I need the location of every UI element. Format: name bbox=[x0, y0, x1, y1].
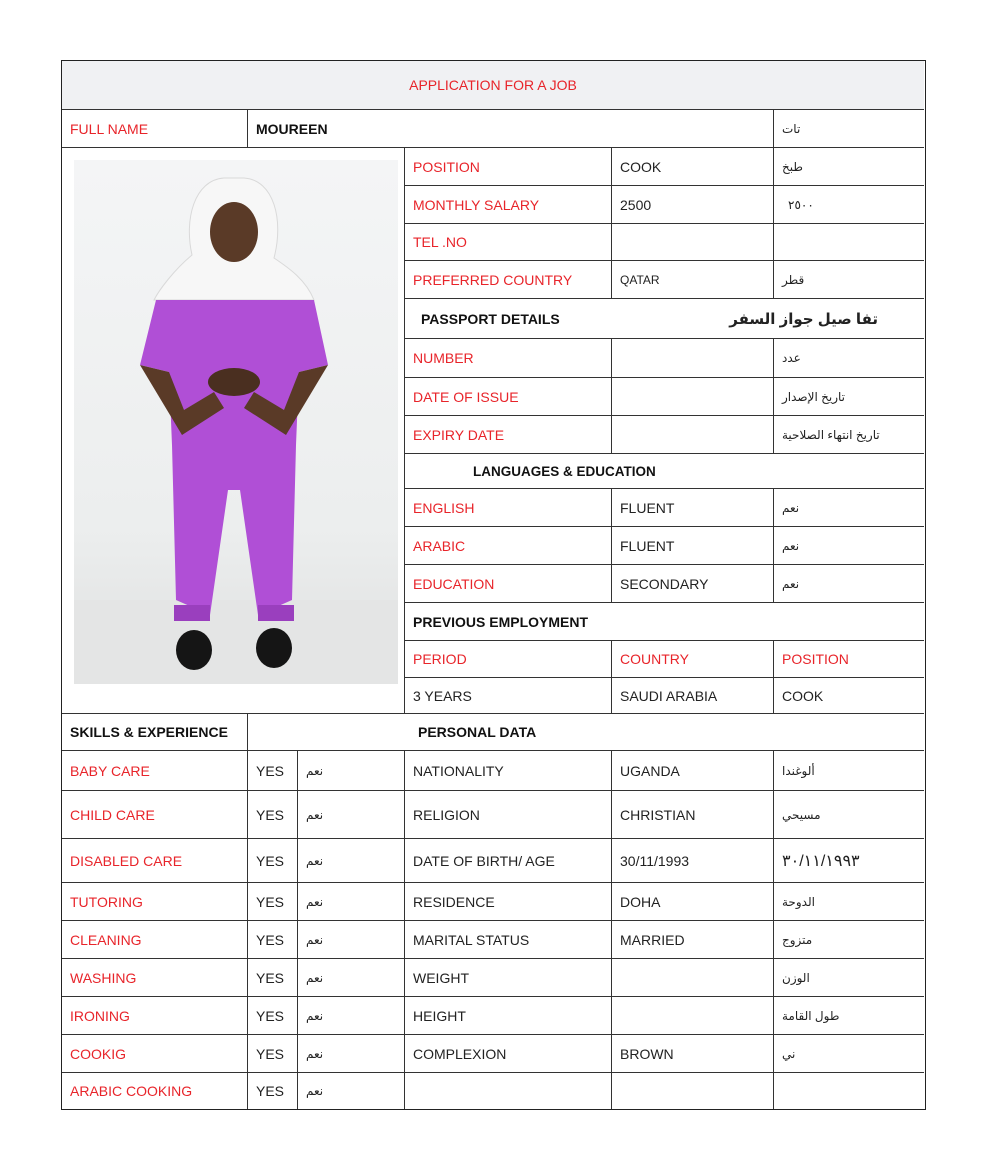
expiry-date-value bbox=[612, 416, 774, 454]
personal-value: DOHA bbox=[612, 883, 774, 921]
date-of-issue-label: DATE OF ISSUE bbox=[405, 378, 612, 416]
full-name-value: MOUREEN bbox=[248, 110, 774, 148]
skill-label: DISABLED CARE bbox=[62, 839, 248, 883]
employment-header-period: PERIOD bbox=[405, 641, 612, 678]
skill-value: YES bbox=[248, 839, 298, 883]
arabic-value: FLUENT bbox=[612, 527, 774, 565]
skill-arabic: نعم bbox=[298, 839, 405, 883]
skill-arabic: نعم bbox=[298, 751, 405, 791]
personal-label: COMPLEXION bbox=[405, 1035, 612, 1073]
languages-heading: LANGUAGES & EDUCATION bbox=[405, 454, 924, 489]
personal-arabic: طول القامة bbox=[774, 997, 924, 1035]
arabic-label: ARABIC bbox=[405, 527, 612, 565]
english-value: FLUENT bbox=[612, 489, 774, 527]
passport-number-value bbox=[612, 339, 774, 378]
skill-label: COOKIG bbox=[62, 1035, 248, 1073]
personal-arabic: ٣٠/١١/١٩٩٣ bbox=[774, 839, 924, 883]
personal-value bbox=[612, 959, 774, 997]
english-label: ENGLISH bbox=[405, 489, 612, 527]
skill-label: BABY CARE bbox=[62, 751, 248, 791]
personal-label: RELIGION bbox=[405, 791, 612, 839]
personal-arabic: متزوج bbox=[774, 921, 924, 959]
skill-value: YES bbox=[248, 751, 298, 791]
employment-position: COOK bbox=[774, 678, 924, 714]
personal-label: RESIDENCE bbox=[405, 883, 612, 921]
monthly-salary-arabic: ٢٥٠٠ bbox=[774, 186, 924, 224]
english-arabic: نعم bbox=[774, 489, 924, 527]
skill-arabic: نعم bbox=[298, 1073, 405, 1109]
education-arabic: نعم bbox=[774, 565, 924, 603]
full-name-arabic: تات bbox=[774, 110, 924, 148]
personal-label: NATIONALITY bbox=[405, 751, 612, 791]
tel-no-label: TEL .NO bbox=[405, 224, 612, 261]
date-of-issue-arabic: تاريخ الإصدار bbox=[774, 378, 924, 416]
personal-value bbox=[612, 997, 774, 1035]
personal-label: WEIGHT bbox=[405, 959, 612, 997]
skill-label: WASHING bbox=[62, 959, 248, 997]
personal-label: DATE OF BIRTH/ AGE bbox=[405, 839, 612, 883]
applicant-photo bbox=[74, 160, 398, 684]
skill-arabic: نعم bbox=[298, 883, 405, 921]
education-label: EDUCATION bbox=[405, 565, 612, 603]
personal-value: 30/11/1993 bbox=[612, 839, 774, 883]
skill-arabic: نعم bbox=[298, 791, 405, 839]
education-value: SECONDARY bbox=[612, 565, 774, 603]
passport-number-label: NUMBER bbox=[405, 339, 612, 378]
skill-arabic: نعم bbox=[298, 959, 405, 997]
expiry-date-arabic: تاريخ انتهاء الصلاحية bbox=[774, 416, 924, 454]
personal-label: MARITAL STATUS bbox=[405, 921, 612, 959]
personal-value: BROWN bbox=[612, 1035, 774, 1073]
passport-heading-arabic: تفا صيل جواز السفر bbox=[695, 299, 924, 339]
skills-heading: SKILLS & EXPERIENCE bbox=[62, 714, 248, 751]
arabic-arabic: نعم bbox=[774, 527, 924, 565]
personal-label: HEIGHT bbox=[405, 997, 612, 1035]
personal-value: CHRISTIAN bbox=[612, 791, 774, 839]
skill-value: YES bbox=[248, 997, 298, 1035]
personal-data-heading: PERSONAL DATA bbox=[248, 714, 924, 751]
employment-country: SAUDI ARABIA bbox=[612, 678, 774, 714]
personal-value bbox=[612, 1073, 774, 1109]
personal-label bbox=[405, 1073, 612, 1109]
skill-value: YES bbox=[248, 1073, 298, 1109]
passport-heading: PASSPORT DETAILS bbox=[405, 299, 695, 339]
tel-no-arabic bbox=[774, 224, 924, 261]
previous-employment-heading: PREVIOUS EMPLOYMENT bbox=[405, 603, 924, 641]
personal-arabic: ألوغندا bbox=[774, 751, 924, 791]
monthly-salary-label: MONTHLY SALARY bbox=[405, 186, 612, 224]
skill-label: ARABIC COOKING bbox=[62, 1073, 248, 1109]
application-form bbox=[61, 60, 926, 1110]
employment-header-country: COUNTRY bbox=[612, 641, 774, 678]
expiry-date-label: EXPIRY DATE bbox=[405, 416, 612, 454]
skill-arabic: نعم bbox=[298, 921, 405, 959]
personal-value: MARRIED bbox=[612, 921, 774, 959]
employment-period: 3 YEARS bbox=[405, 678, 612, 714]
skill-value: YES bbox=[248, 921, 298, 959]
preferred-country-label: PREFERRED COUNTRY bbox=[405, 261, 612, 299]
position-label: POSITION bbox=[405, 148, 612, 186]
position-arabic: طبخ bbox=[774, 148, 924, 186]
position-value: COOK bbox=[612, 148, 774, 186]
skill-value: YES bbox=[248, 883, 298, 921]
preferred-country-value: QATAR bbox=[612, 261, 774, 299]
skill-value: YES bbox=[248, 1035, 298, 1073]
tel-no-value bbox=[612, 224, 774, 261]
skill-arabic: نعم bbox=[298, 997, 405, 1035]
personal-arabic: الوزن bbox=[774, 959, 924, 997]
skill-label: CLEANING bbox=[62, 921, 248, 959]
skill-label: TUTORING bbox=[62, 883, 248, 921]
personal-value: UGANDA bbox=[612, 751, 774, 791]
personal-arabic: الدوحة bbox=[774, 883, 924, 921]
skill-value: YES bbox=[248, 791, 298, 839]
skill-label: CHILD CARE bbox=[62, 791, 248, 839]
skill-value: YES bbox=[248, 959, 298, 997]
form-title: APPLICATION FOR A JOB bbox=[62, 61, 924, 110]
personal-arabic: ني bbox=[774, 1035, 924, 1073]
skill-arabic: نعم bbox=[298, 1035, 405, 1073]
personal-arabic bbox=[774, 1073, 924, 1109]
skill-label: IRONING bbox=[62, 997, 248, 1035]
passport-number-arabic: عدد bbox=[774, 339, 924, 378]
full-name-label: FULL NAME bbox=[62, 110, 248, 148]
preferred-country-arabic: قطر bbox=[774, 261, 924, 299]
monthly-salary-value: 2500 bbox=[612, 186, 774, 224]
personal-arabic: مسيحي bbox=[774, 791, 924, 839]
employment-header-position: POSITION bbox=[774, 641, 924, 678]
date-of-issue-value bbox=[612, 378, 774, 416]
